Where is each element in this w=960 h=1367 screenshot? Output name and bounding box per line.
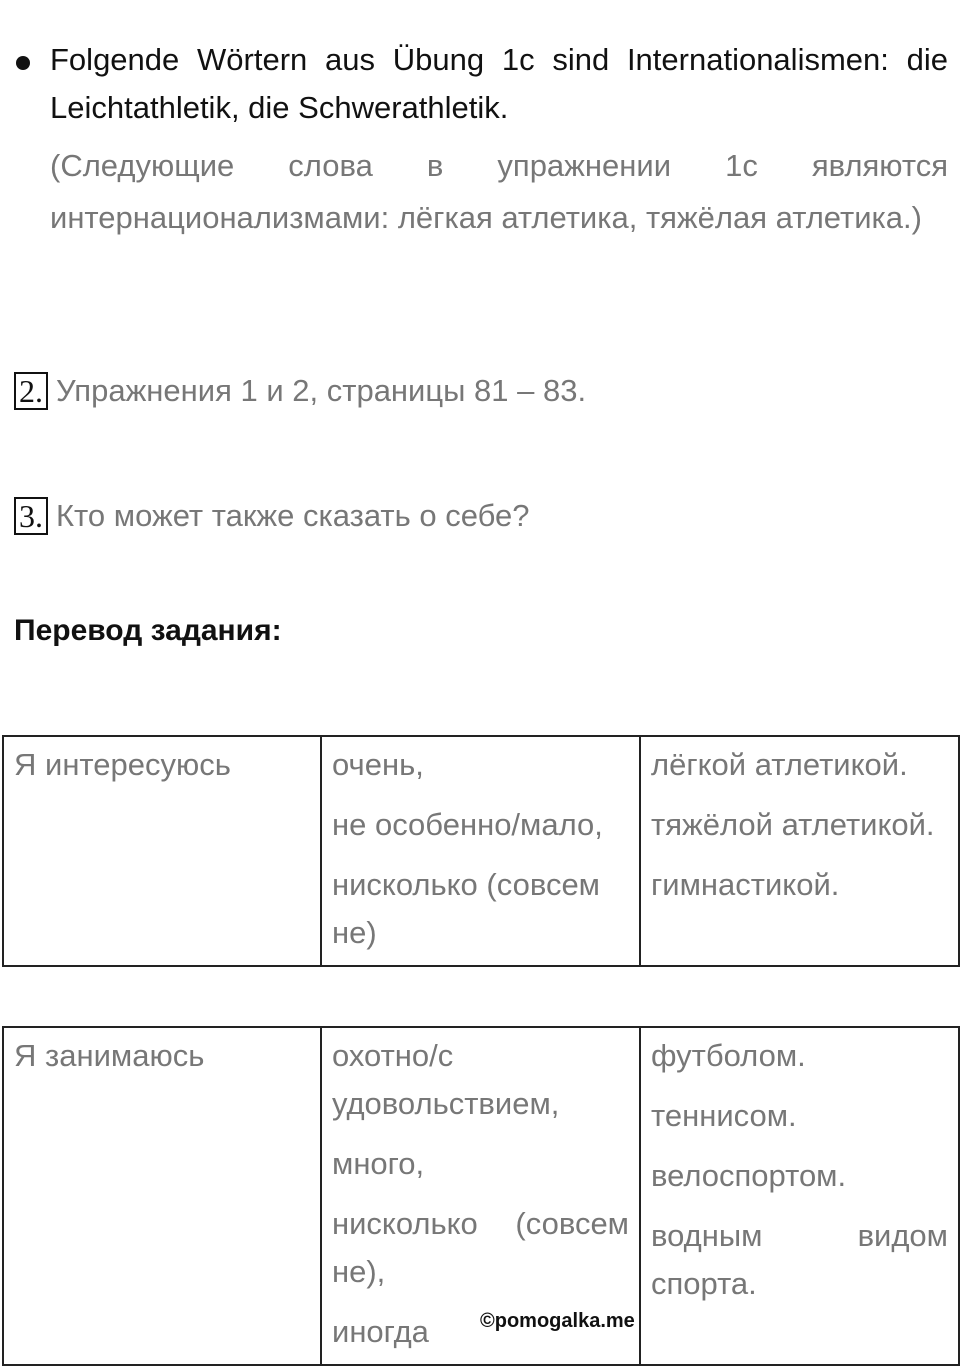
task-number: 2. [14, 372, 48, 410]
task-text: Кто может также сказать о себе? [56, 498, 530, 533]
cell-text: гимнастикой. [651, 867, 840, 902]
cell-text: Я занимаюсь [14, 1038, 205, 1073]
table-interests [2, 735, 960, 967]
cell-text: много, [332, 1146, 425, 1181]
cell-text: нисколько (совсем не), [332, 1206, 629, 1289]
cell-text: Я интересуюсь [14, 747, 231, 782]
table-cell-subject [3, 1027, 321, 1365]
task-3 [14, 497, 529, 535]
cell-text: футболом. [651, 1038, 806, 1073]
cell-text: теннисом. [651, 1098, 797, 1133]
table-cell-degree [321, 736, 640, 966]
bullet-dot-icon [16, 56, 30, 70]
cell-text: водным видом спорта. [651, 1218, 948, 1301]
watermark: ©pomogalka.me [480, 1310, 635, 1332]
table-cell-sport [640, 1027, 959, 1365]
bullet-translation: (Следующие слова в упражнении 1с являются интернационализмами: лёгкая атлетика, тяжёлая атлетика.) [50, 148, 948, 235]
table-cell-subject [3, 736, 321, 966]
translation-heading: Перевод задания: [14, 614, 282, 647]
cell-text: охотно/с удовольствием, [332, 1038, 560, 1121]
task-number: 3. [14, 497, 48, 535]
cell-text: иногда [332, 1314, 429, 1349]
cell-text: лёгкой атлетикой. [651, 747, 908, 782]
task-2 [14, 372, 586, 410]
bullet-item [14, 36, 948, 244]
table-cell-sport [640, 736, 959, 966]
cell-text: велоспортом. [651, 1158, 847, 1193]
cell-text: тяжёлой атлетикой. [651, 807, 935, 842]
bullet-text: Folgende Wörtern aus Übung 1c sind Internationalismen: die Leichtathletik, die Schwerathletik. [50, 42, 948, 125]
cell-text: нисколько (совсем не) [332, 867, 600, 950]
task-text: Упражнения 1 и 2, страницы 81 – 83. [56, 373, 587, 408]
table-row [3, 736, 959, 966]
cell-text: очень, [332, 747, 424, 782]
cell-text: не особенно/мало, [332, 807, 603, 842]
